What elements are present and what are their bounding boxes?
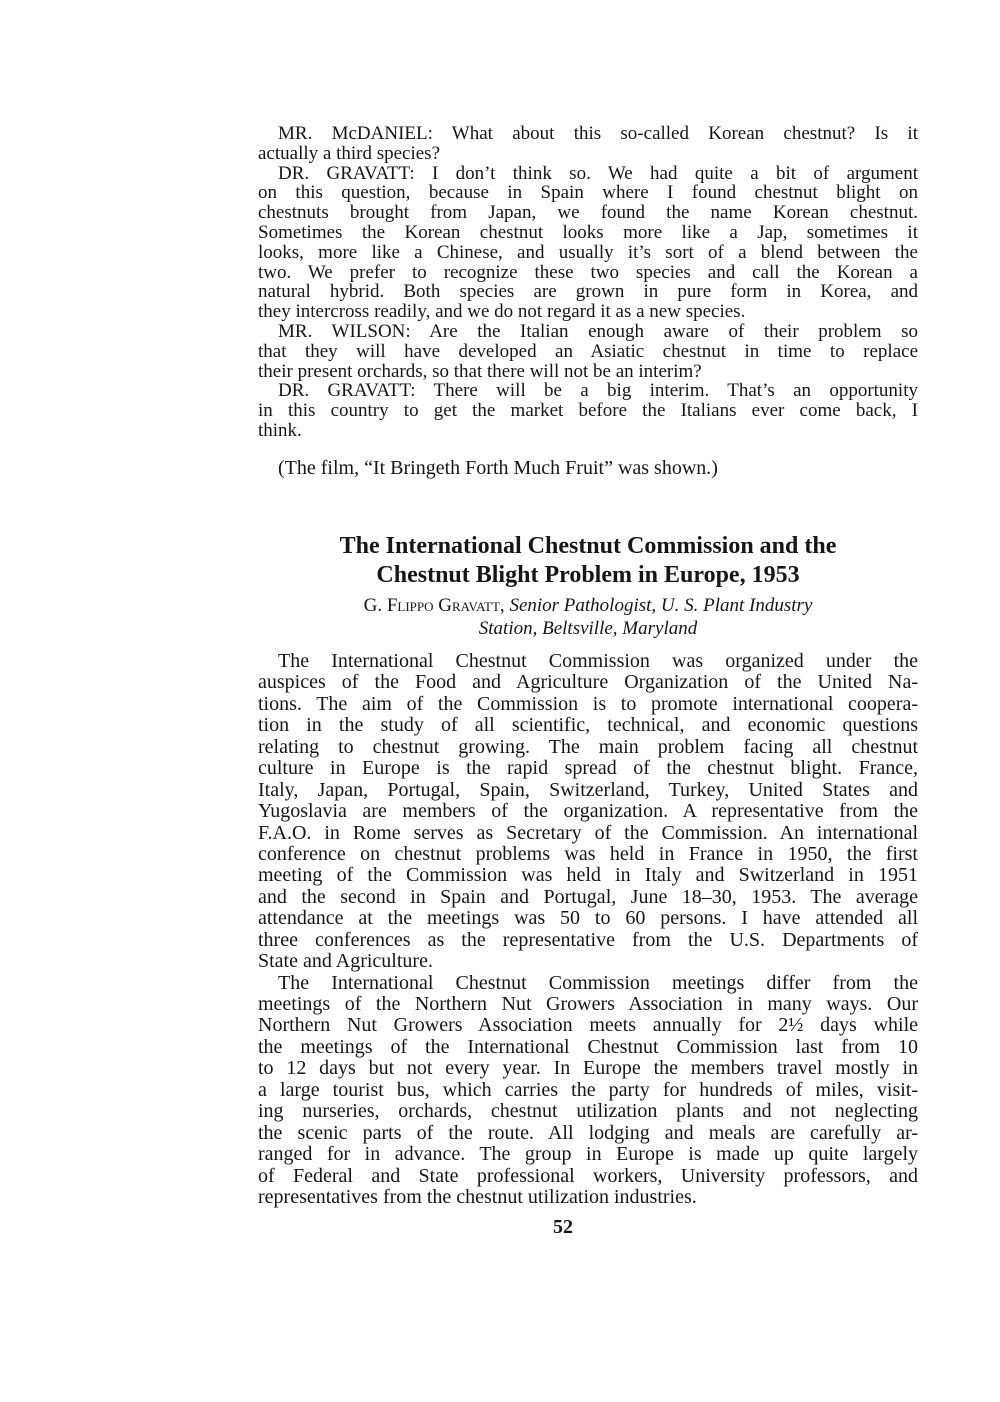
text-line: State and Agriculture. xyxy=(258,950,433,973)
text-line: F.A.O. in Rome serves as Secretary of the Commission. An international xyxy=(258,821,918,844)
text-line: representatives from the chestnut utilization industries. xyxy=(258,1185,697,1208)
author-place: Station, Beltsville, Maryland xyxy=(478,618,698,639)
text-line: three conferences as the representative from the U.S. Departments of xyxy=(258,928,918,951)
text-line: natural hybrid. Both species are grown in pure form in Korea, and xyxy=(258,281,918,303)
text-line: on this question, because in Spain where I found chestnut blight on xyxy=(258,182,918,204)
text-line: auspices of the Food and Agriculture Organization of the United Na- xyxy=(258,671,918,694)
text-line: ing nurseries, orchards, chestnut utilization plants and not neglecting xyxy=(258,1100,918,1123)
text-line: and the second in Spain and Portugal, June 18–30, 1953. The average xyxy=(258,885,918,908)
text-line: ranged for in advance. The group in Europe is made up quite largely xyxy=(258,1143,918,1166)
text-line: Sometimes the Korean chestnut looks more like a Jap, sometimes it xyxy=(258,221,918,243)
text-line: Italy, Japan, Portugal, Spain, Switzerland, Turkey, United States and xyxy=(258,778,918,801)
text-line: looks, more like a Chinese, and usually it’s sort of a blend between the xyxy=(258,241,918,263)
article-title-line: Chestnut Blight Problem in Europe, 1953 xyxy=(376,562,800,588)
text-line: of Federal and State professional workers, University professors, and xyxy=(258,1164,918,1187)
text-line: conference on chestnut problems was held in France in 1950, the first xyxy=(258,842,918,865)
text-line: DR. GRAVATT: I don’t think so. We had quite a bit of argument xyxy=(278,162,918,184)
text-line: two. We prefer to recognize these two species and call the Korean a xyxy=(258,261,918,283)
text-line: relating to chestnut growing. The main problem facing all chestnut xyxy=(258,735,918,758)
author-byline xyxy=(258,594,918,640)
text-line: The International Chestnut Commission meetings differ from the xyxy=(278,971,918,994)
text-line: think. xyxy=(258,419,302,441)
text-line: culture in Europe is the rapid spread of the chestnut blight. France, xyxy=(258,757,918,780)
text-line: tion in the study of all scientific, technical, and economic questions xyxy=(258,714,918,737)
text-line: that they will have developed an Asiatic chestnut in time to replace xyxy=(258,340,918,362)
text-line: actually a third species? xyxy=(258,142,441,164)
text-line: the meetings of the International Chestnut Commission last from 10 xyxy=(258,1035,918,1058)
film-note: (The film, “It Bringeth Forth Much Fruit” was shown.) xyxy=(278,457,718,479)
page-number: 52 xyxy=(553,1216,573,1238)
text-line: they intercross readily, and we do not regard it as a new species. xyxy=(258,301,746,323)
article-title xyxy=(258,532,918,590)
text-line: to 12 days but not every year. In Europe the members travel mostly in xyxy=(258,1057,918,1080)
text-line: the scenic parts of the route. All lodging and meals are carefully ar- xyxy=(258,1121,918,1144)
discussion-transcript xyxy=(258,124,918,441)
article-title-line: The International Chestnut Commission and the xyxy=(339,533,837,559)
text-line: meeting of the Commission was held in Italy and Switzerland in 1951 xyxy=(258,864,918,887)
author-name: G. Flippo Gravatt, xyxy=(363,595,505,616)
text-line: their present orchards, so that there will not be an interim? xyxy=(258,360,702,382)
text-line: MR. WILSON: Are the Italian enough aware of their problem so xyxy=(278,320,918,342)
text-line: The International Chestnut Commission was organized under the xyxy=(278,650,918,672)
author-role: Senior Pathologist, U. S. Plant Industry xyxy=(509,595,813,616)
text-line: chestnuts brought from Japan, we found the name Korean chestnut. xyxy=(258,202,918,224)
text-line: Yugoslavia are members of the organization. A representative from the xyxy=(258,800,918,823)
text-line: a large tourist bus, which carries the party for hundreds of miles, visit- xyxy=(258,1078,918,1101)
text-line: DR. GRAVATT: There will be a big interim. That’s an opportunity xyxy=(278,380,918,402)
text-line: Northern Nut Growers Association meets annually for 2½ days while xyxy=(258,1014,918,1037)
text-line: in this country to get the market before the Italians ever come back, I xyxy=(258,400,918,422)
text-line: meetings of the Northern Nut Growers Association in many ways. Our xyxy=(258,993,918,1015)
article-body xyxy=(258,651,918,1208)
text-line: attendance at the meetings was 50 to 60 persons. I have attended all xyxy=(258,907,918,930)
text-line: MR. McDANIEL: What about this so-called Korean chestnut? Is it xyxy=(278,123,918,144)
text-line: tions. The aim of the Commission is to promote international coopera- xyxy=(258,692,918,715)
